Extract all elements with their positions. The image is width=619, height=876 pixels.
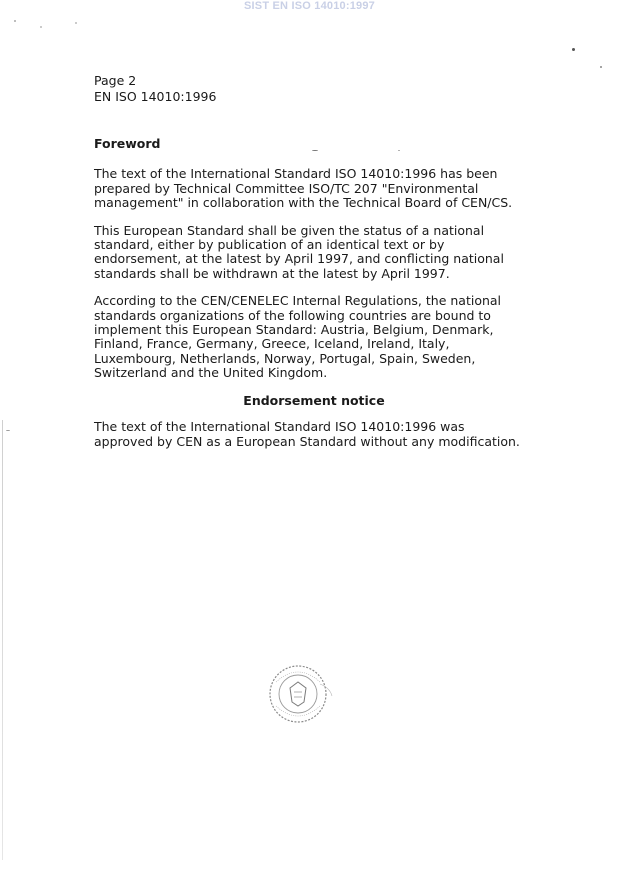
foreword-paragraph-2 (94, 224, 534, 282)
watermark-title: SIST EN ISO 14010:1997 (244, 0, 375, 12)
foreword-title: Foreword (94, 136, 161, 151)
text-line: endorsement, at the latest by April 1997, and conflicting national (94, 251, 504, 267)
text-line: The text of the International Standard ISO 14010:1996 was (94, 419, 465, 435)
foreword-paragraph-1 (94, 167, 534, 210)
text-line: Switzerland and the United Kingdom. (94, 365, 328, 381)
document-body (94, 137, 534, 462)
scan-speck (398, 150, 400, 151)
official-stamp-seal (266, 662, 336, 728)
text-line: Luxembourg, Netherlands, Norway, Portugal, Spain, Sweden, (94, 350, 476, 366)
scan-speck (312, 150, 318, 151)
text-line: management" in collaboration with the Technical Board of CEN/CS. (94, 195, 513, 211)
endorsement-paragraph (94, 420, 534, 449)
text-line: This European Standard shall be given the status of a national (94, 222, 485, 238)
text-line: Finland, France, Germany, Greece, Iceland, Ireland, Italy, (94, 336, 450, 352)
text-line: standard, either by publication of an identical text or by (94, 237, 445, 253)
standard-id: EN ISO 14010:1996 (94, 89, 217, 104)
text-line: implement this European Standard: Austria, Belgium, Denmark, (94, 322, 494, 338)
foreword-paragraph-3 (94, 294, 534, 380)
scan-speck (75, 22, 77, 24)
scan-edge-line (2, 420, 3, 860)
scan-speck (40, 26, 42, 28)
scan-speck (572, 48, 575, 51)
text-line: According to the CEN/CENELEC Internal Regulations, the national (94, 293, 502, 309)
stamp-seal-graphic (266, 662, 336, 728)
scan-speck (14, 20, 16, 22)
text-line: standards organizations of the following countries are bound to (94, 307, 491, 323)
endorsement-title: Endorsement notice (243, 392, 385, 408)
scan-speck (6, 430, 10, 431)
text-line: The text of the International Standard ISO 14010:1996 has been (94, 166, 498, 182)
page-number: Page 2 (94, 73, 137, 88)
text-line: prepared by Technical Committee ISO/TC 207 "Environmental (94, 180, 479, 196)
text-line: approved by CEN as a European Standard without any modification. (94, 433, 520, 449)
scan-speck (600, 66, 602, 68)
text-line: standards shall be withdrawn at the latest by April 1997. (94, 265, 450, 281)
page-header (94, 73, 216, 105)
